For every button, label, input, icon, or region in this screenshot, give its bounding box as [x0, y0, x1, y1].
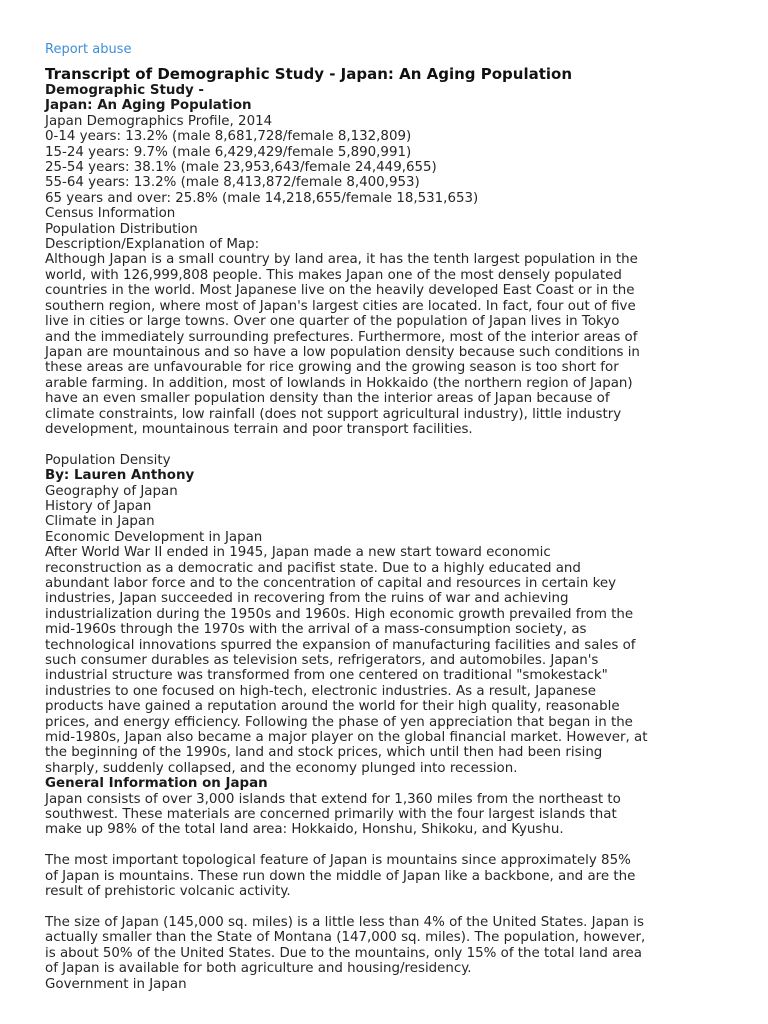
text-line: prices, and energy efficiency. Following the phase of yen appreciation that began in the [45, 714, 633, 730]
author-line: By: Lauren Anthony [45, 468, 195, 484]
map-description-label: Description/Explanation of Map: [45, 237, 260, 253]
text-line: and the immediately surrounding prefectures. Furthermore, most of the interior areas of [45, 329, 638, 345]
text-line: such consumer durables as television sets, refrigerators, and automobiles. Japan's [45, 653, 599, 669]
text-line: is about 50% of the United States. Due to the mountains, only 15% of the total land area [45, 945, 642, 961]
profile-row: 15-24 years: 9.7% (male 6,429,429/female 5,890,991) [45, 144, 412, 160]
text-line: industries to one focused on high-tech, electronic industries. As a result, Japanese [45, 683, 596, 699]
text-line: live in cities or large towns. Over one quarter of the population of Japan lives in Tokyo [45, 314, 620, 330]
profile-row: 25-54 years: 38.1% (male 23,953,643/female 24,449,655) [45, 160, 437, 176]
text-line: sharply, suddenly collapsed, and the economy plunged into recession. [45, 760, 518, 776]
text-line: The size of Japan (145,000 sq. miles) is a little less than 4% of the United States. Japan is [45, 914, 644, 930]
study-heading: Demographic Study - [45, 83, 204, 98]
text-line: Although Japan is a small country by land area, it has the tenth largest population in the [45, 252, 638, 268]
text-line: reconstruction as a democratic and pacifist state. Due to a highly educated and [45, 560, 581, 576]
text-line: industrialization during the 1950s and 1960s. High economic growth prevailed from the [45, 606, 634, 622]
profile-row: 0-14 years: 13.2% (male 8,681,728/female 8,132,809) [45, 129, 412, 145]
topic-item: Geography of Japan [45, 483, 178, 499]
general-info-heading: General Information on Japan [45, 776, 268, 792]
text-line: mid-1980s, Japan also became a major player on the global financial market. However, at [45, 730, 648, 746]
general-paragraph-1 [45, 792, 728, 838]
profile-row: 65 years and over: 25.8% (male 14,218,655/female 18,531,653) [45, 190, 479, 206]
text-line: climate constraints, low rainfall (does not support agricultural industry), little industry [45, 406, 622, 422]
density-label: Population Density [45, 452, 171, 468]
text-line: result of prehistoric volcanic activity. [45, 884, 291, 900]
text-line: of Japan is available for both agriculture and housing/residency. [45, 961, 472, 977]
government-label: Government in Japan [45, 976, 187, 992]
census-label: Census Information [45, 206, 176, 222]
text-line: abundant labor force and to the concentration of capital and resources in certain key [45, 575, 617, 591]
report-abuse-link[interactable]: Report abuse [45, 42, 132, 57]
text-line: these areas are unfavourable for rice growing and the growing season is too short for [45, 360, 619, 376]
blank-line [45, 838, 728, 853]
text-line: industries, Japan succeeded in recovering from the ruins of war and achieving [45, 591, 569, 607]
text-line: make up 98% of the total land area: Hokkaido, Honshu, Shikoku, and Kyushu. [45, 822, 564, 838]
transcript-title: Transcript of Demographic Study - Japan: An Aging Population [45, 65, 573, 83]
text-line: southwest. These materials are concerned primarily with the four largest islands that [45, 807, 617, 823]
text-line: of Japan is mountains. These run down the middle of Japan like a backbone, and are the [45, 868, 636, 884]
blank-line [45, 437, 728, 452]
text-line: products have gained a reputation around the world for their high quality, reasonable [45, 699, 620, 715]
text-line: world, with 126,999,808 people. This makes Japan one of the most densely populated [45, 267, 622, 283]
text-line: countries in the world. Most Japanese live on the heavily developed East Coast or in the [45, 283, 635, 299]
economic-paragraph [45, 545, 728, 776]
text-line: The most important topological feature of Japan is mountains since approximately 85% [45, 853, 631, 869]
distribution-label: Population Distribution [45, 221, 198, 237]
text-line: Japan are mountainous and so have a low population density because such conditions in [45, 344, 640, 360]
text-line: have an even smaller population density than the interior areas of Japan because of [45, 391, 610, 407]
text-line: the beginning of the 1990s, land and stock prices, which until then had been rising [45, 745, 603, 761]
profile-row: 55-64 years: 13.2% (male 8,413,872/female 8,400,953) [45, 175, 420, 191]
text-line: actually smaller than the State of Montana (147,000 sq. miles). The population, however, [45, 930, 646, 946]
text-line: arable farming. In addition, most of lowlands in Hokkaido (the northern region of Japan) [45, 375, 633, 391]
general-paragraph-3 [45, 915, 728, 977]
text-line: technological innovations spurred the expansion of manufacturing facilities and sales of [45, 637, 636, 653]
text-line: After World War II ended in 1945, Japan made a new start toward economic [45, 545, 551, 561]
blank-line [45, 900, 728, 915]
topic-item: History of Japan [45, 498, 152, 514]
text-line: industrial structure was transformed from one centered on traditional "smokestack" [45, 668, 608, 684]
topic-item: Economic Development in Japan [45, 529, 263, 545]
profile-title: Japan Demographics Profile, 2014 [45, 113, 273, 129]
text-line: southern region, where most of Japan's largest cities are located. In fact, four out of five [45, 298, 636, 314]
general-paragraph-2 [45, 853, 728, 899]
topic-item: Climate in Japan [45, 514, 155, 530]
text-line: development, mountainous terrain and poor transport facilities. [45, 421, 473, 437]
study-subheading: Japan: An Aging Population [45, 98, 252, 114]
text-line: mid-1960s through the 1970s with the arrival of a mass-consumption society, as [45, 622, 587, 638]
map-paragraph [45, 252, 728, 437]
text-line: Japan consists of over 3,000 islands that extend for 1,360 miles from the northeast to [45, 791, 621, 807]
